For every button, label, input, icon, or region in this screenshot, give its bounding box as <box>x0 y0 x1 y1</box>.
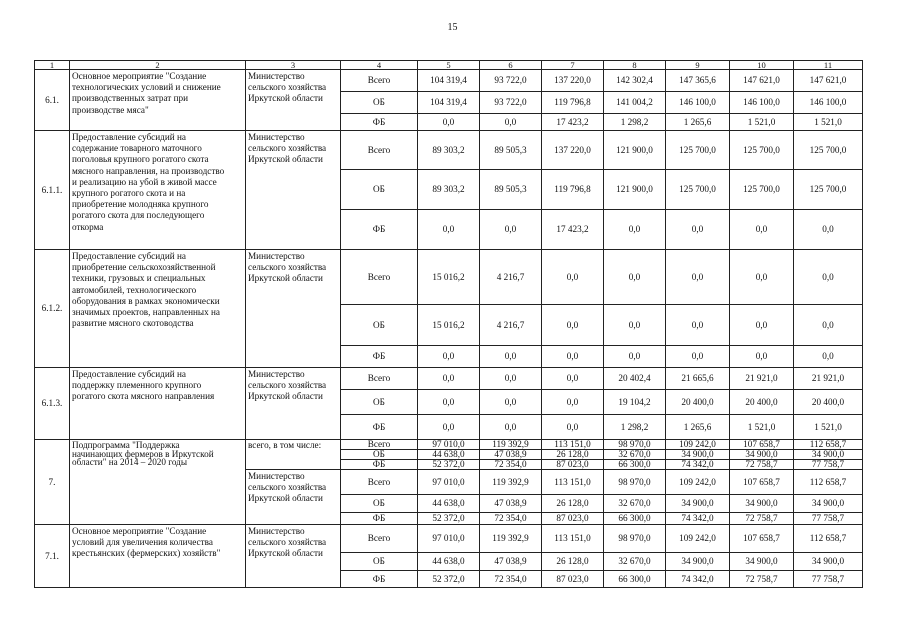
item-name-line: мясного направления, на производство <box>72 165 225 176</box>
amount-cell: 34 900,0 <box>666 450 730 460</box>
amount-cell: 97 010,0 <box>418 440 480 450</box>
amount-cell: 0,0 <box>794 305 863 346</box>
amount-cell: 19 104,2 <box>604 390 666 415</box>
amount-cell: 34 900,0 <box>730 553 794 571</box>
amount-cell: 34 900,0 <box>794 553 863 571</box>
funding-source: ФБ <box>341 210 418 250</box>
amount-cell: 0,0 <box>542 346 604 368</box>
amount-cell: 0,0 <box>480 346 542 368</box>
amount-cell: 93 722,0 <box>480 92 542 114</box>
amount-cell: 0,0 <box>794 250 863 305</box>
item-name-line: поголовья крупного рогатого скота <box>72 154 209 165</box>
amount-cell: 113 151,0 <box>542 440 604 450</box>
amount-cell: 47 038,9 <box>480 553 542 571</box>
item-name <box>70 368 246 440</box>
amount-cell: 74 342,0 <box>666 571 730 588</box>
funding-source: ОБ <box>341 553 418 571</box>
amount-cell: 125 700,0 <box>730 131 794 170</box>
item-name-line: приобретение сельскохозяйственной <box>72 262 216 273</box>
amount-cell: 0,0 <box>418 390 480 415</box>
column-number: 10 <box>730 61 794 70</box>
column-number: 7 <box>542 61 604 70</box>
amount-cell: 119 796,8 <box>542 170 604 210</box>
funding-source: ФБ <box>341 114 418 131</box>
amount-cell: 0,0 <box>542 415 604 440</box>
column-number-row <box>35 61 863 70</box>
amount-cell: 104 319,4 <box>418 92 480 114</box>
amount-cell: 21 665,6 <box>666 368 730 390</box>
amount-cell: 98 970,0 <box>604 525 666 553</box>
funding-source: Всего <box>341 440 418 450</box>
item-name-line: оборудования в рамках экономически <box>72 295 220 306</box>
amount-cell: 0,0 <box>418 210 480 250</box>
amount-cell: 89 505,3 <box>480 170 542 210</box>
item-name-line: области" на 2014 – 2020 годы <box>72 457 187 467</box>
amount-cell: 0,0 <box>542 250 604 305</box>
funding-source: Всего <box>341 70 418 92</box>
amount-cell: 0,0 <box>604 305 666 346</box>
amount-cell: 87 023,0 <box>542 460 604 470</box>
amount-cell: 0,0 <box>730 250 794 305</box>
amount-cell: 112 658,7 <box>794 470 863 495</box>
amount-cell: 1 521,0 <box>794 114 863 131</box>
funding-source: Всего <box>341 525 418 553</box>
item-name <box>70 250 246 368</box>
funding-source: ФБ <box>341 460 418 470</box>
amount-cell: 98 970,0 <box>604 470 666 495</box>
amount-cell: 0,0 <box>666 250 730 305</box>
item-name-line: Предоставление субсидий на <box>72 369 186 379</box>
item-name <box>70 525 246 588</box>
responsible-line: сельского хозяйства <box>248 537 327 548</box>
amount-cell: 0,0 <box>480 114 542 131</box>
amount-cell: 112 658,7 <box>794 525 863 553</box>
item-name-line: крупного рогатого скота и на <box>72 188 186 199</box>
amount-cell: 17 423,2 <box>542 114 604 131</box>
amount-cell: 107 658,7 <box>730 440 794 450</box>
amount-cell: 52 372,0 <box>418 571 480 588</box>
amount-cell: 119 796,8 <box>542 92 604 114</box>
item-name-line: Основное мероприятие "Создание <box>72 526 207 536</box>
item-code: 6.1.3. <box>35 368 70 440</box>
responsible-executor <box>246 368 341 440</box>
amount-cell: 1 521,0 <box>730 415 794 440</box>
amount-cell: 32 670,0 <box>604 450 666 460</box>
item-name-line: значимых проектов, направленных на <box>72 307 220 318</box>
funding-source: ОБ <box>341 390 418 415</box>
responsible-executor <box>246 470 341 525</box>
responsible-line: Министерство <box>248 471 305 481</box>
item-name-line: начинающих фермеров в Иркутской <box>72 448 214 459</box>
table-row <box>35 440 863 450</box>
amount-cell: 4 216,7 <box>480 305 542 346</box>
amount-cell: 89 303,2 <box>418 131 480 170</box>
amount-cell: 109 242,0 <box>666 470 730 495</box>
amount-cell: 47 038,9 <box>480 450 542 460</box>
amount-cell: 72 758,7 <box>730 513 794 525</box>
amount-cell: 34 900,0 <box>666 495 730 513</box>
amount-cell: 147 621,0 <box>730 70 794 92</box>
amount-cell: 125 700,0 <box>730 170 794 210</box>
amount-cell: 17 423,2 <box>542 210 604 250</box>
item-name-line: крестьянских (фермерских) хозяйств" <box>72 548 221 559</box>
item-code: 6.1. <box>35 70 70 131</box>
column-number: 11 <box>794 61 863 70</box>
amount-cell: 142 302,4 <box>604 70 666 92</box>
amount-cell: 66 300,0 <box>604 513 666 525</box>
item-code: 6.1.1. <box>35 131 70 250</box>
amount-cell: 125 700,0 <box>794 170 863 210</box>
amount-cell: 121 900,0 <box>604 131 666 170</box>
responsible-line: Иркутской области <box>248 493 323 504</box>
amount-cell: 147 621,0 <box>794 70 863 92</box>
amount-cell: 104 319,4 <box>418 70 480 92</box>
funding-source: ФБ <box>341 571 418 588</box>
table-row <box>35 131 863 170</box>
responsible-line: Министерство <box>248 71 305 81</box>
item-code: 7. <box>35 440 70 525</box>
amount-cell: 125 700,0 <box>666 131 730 170</box>
amount-cell: 119 392,9 <box>480 440 542 450</box>
responsible-line: сельского хозяйства <box>248 380 327 391</box>
amount-cell: 74 342,0 <box>666 513 730 525</box>
item-name <box>70 131 246 250</box>
amount-cell: 0,0 <box>730 305 794 346</box>
amount-cell: 34 900,0 <box>794 450 863 460</box>
amount-cell: 0,0 <box>480 368 542 390</box>
amount-cell: 26 128,0 <box>542 450 604 460</box>
funding-source: Всего <box>341 368 418 390</box>
responsible-line: Министерство <box>248 369 305 379</box>
item-name-line: откорма <box>72 221 104 232</box>
amount-cell: 87 023,0 <box>542 571 604 588</box>
item-name <box>70 70 246 131</box>
amount-cell: 72 354,0 <box>480 513 542 525</box>
item-name-line: условий для увеличения количества <box>72 537 213 548</box>
amount-cell: 0,0 <box>480 390 542 415</box>
amount-cell: 137 220,0 <box>542 131 604 170</box>
amount-cell: 119 392,9 <box>480 470 542 495</box>
item-name <box>70 440 246 525</box>
amount-cell: 0,0 <box>666 346 730 368</box>
amount-cell: 107 658,7 <box>730 525 794 553</box>
amount-cell: 77 758,7 <box>794 571 863 588</box>
amount-cell: 32 670,0 <box>604 495 666 513</box>
amount-cell: 26 128,0 <box>542 495 604 513</box>
amount-cell: 89 505,3 <box>480 131 542 170</box>
amount-cell: 44 638,0 <box>418 495 480 513</box>
responsible-line: Иркутской области <box>248 273 323 284</box>
item-name-line: рогатого скота для последующего <box>72 210 205 221</box>
amount-cell: 119 392,9 <box>480 525 542 553</box>
amount-cell: 72 354,0 <box>480 460 542 470</box>
amount-cell: 109 242,0 <box>666 440 730 450</box>
item-name-line: Предоставление субсидий на <box>72 251 186 261</box>
amount-cell: 0,0 <box>730 346 794 368</box>
funding-source: ОБ <box>341 495 418 513</box>
responsible-total: всего, в том числе: <box>246 440 341 470</box>
funding-source: Всего <box>341 131 418 170</box>
amount-cell: 34 900,0 <box>730 450 794 460</box>
item-name-line: приобретение молодняка крупного <box>72 199 209 210</box>
funding-source: Всего <box>341 250 418 305</box>
amount-cell: 72 354,0 <box>480 571 542 588</box>
item-name-line: Основное мероприятие "Создание <box>72 71 207 81</box>
responsible-line: сельского хозяйства <box>248 143 327 154</box>
item-code: 6.1.2. <box>35 250 70 368</box>
table-row <box>35 368 863 390</box>
amount-cell: 0,0 <box>542 305 604 346</box>
funding-source: ОБ <box>341 170 418 210</box>
amount-cell: 87 023,0 <box>542 513 604 525</box>
amount-cell: 0,0 <box>666 305 730 346</box>
amount-cell: 20 402,4 <box>604 368 666 390</box>
program-funding-table <box>34 60 863 588</box>
column-number: 3 <box>246 61 341 70</box>
responsible-line: Иркутской области <box>248 548 323 559</box>
amount-cell: 0,0 <box>418 415 480 440</box>
amount-cell: 66 300,0 <box>604 460 666 470</box>
amount-cell: 0,0 <box>418 368 480 390</box>
amount-cell: 44 638,0 <box>418 450 480 460</box>
column-number: 9 <box>666 61 730 70</box>
funding-source: ФБ <box>341 346 418 368</box>
amount-cell: 47 038,9 <box>480 495 542 513</box>
amount-cell: 34 900,0 <box>666 553 730 571</box>
amount-cell: 26 128,0 <box>542 553 604 571</box>
amount-cell: 21 921,0 <box>730 368 794 390</box>
amount-cell: 146 100,0 <box>730 92 794 114</box>
amount-cell: 1 298,2 <box>604 114 666 131</box>
item-name-line: рогатого скота мясного направления <box>72 391 215 402</box>
column-number: 6 <box>480 61 542 70</box>
amount-cell: 20 400,0 <box>730 390 794 415</box>
funding-source: Всего <box>341 470 418 495</box>
amount-cell: 0,0 <box>730 210 794 250</box>
amount-cell: 0,0 <box>480 415 542 440</box>
responsible-line: Министерство <box>248 132 305 142</box>
amount-cell: 52 372,0 <box>418 513 480 525</box>
table-row <box>35 525 863 553</box>
responsible-line: сельского хозяйства <box>248 262 327 273</box>
amount-cell: 97 010,0 <box>418 525 480 553</box>
funding-source: ОБ <box>341 305 418 346</box>
column-number: 1 <box>35 61 70 70</box>
table-row <box>35 70 863 92</box>
amount-cell: 52 372,0 <box>418 460 480 470</box>
amount-cell: 0,0 <box>604 346 666 368</box>
amount-cell: 20 400,0 <box>666 390 730 415</box>
amount-cell: 112 658,7 <box>794 440 863 450</box>
table-row <box>35 250 863 305</box>
responsible-line: Иркутской области <box>248 154 323 165</box>
item-name-line: Предоставление субсидий на <box>72 132 186 142</box>
amount-cell: 125 700,0 <box>666 170 730 210</box>
amount-cell: 93 722,0 <box>480 70 542 92</box>
responsible-line: Иркутской области <box>248 391 323 402</box>
responsible-executor <box>246 70 341 131</box>
amount-cell: 44 638,0 <box>418 553 480 571</box>
amount-cell: 0,0 <box>542 368 604 390</box>
item-name-line: производстве мяса" <box>72 104 149 115</box>
amount-cell: 113 151,0 <box>542 525 604 553</box>
amount-cell: 72 758,7 <box>730 460 794 470</box>
amount-cell: 121 900,0 <box>604 170 666 210</box>
amount-cell: 141 004,2 <box>604 92 666 114</box>
amount-cell: 89 303,2 <box>418 170 480 210</box>
item-name-line: содержание товарного маточного <box>72 143 202 154</box>
column-number: 8 <box>604 61 666 70</box>
funding-source: ФБ <box>341 415 418 440</box>
amount-cell: 1 298,2 <box>604 415 666 440</box>
amount-cell: 0,0 <box>794 346 863 368</box>
responsible-line: Министерство <box>248 526 305 536</box>
funding-source: ОБ <box>341 450 418 460</box>
amount-cell: 137 220,0 <box>542 70 604 92</box>
amount-cell: 15 016,2 <box>418 250 480 305</box>
column-number: 4 <box>341 61 418 70</box>
amount-cell: 0,0 <box>418 346 480 368</box>
column-number: 2 <box>70 61 246 70</box>
amount-cell: 0,0 <box>604 210 666 250</box>
amount-cell: 34 900,0 <box>730 495 794 513</box>
item-name-line: и реализацию на убой в живой массе <box>72 176 217 187</box>
amount-cell: 125 700,0 <box>794 131 863 170</box>
item-code: 7.1. <box>35 525 70 588</box>
item-name-line: развитие мясного скотоводства <box>72 318 194 329</box>
responsible-line: Министерство <box>248 251 305 261</box>
amount-cell: 66 300,0 <box>604 571 666 588</box>
amount-cell: 1 521,0 <box>794 415 863 440</box>
item-name-line: Подпрограмма "Поддержка <box>72 440 180 450</box>
amount-cell: 4 216,7 <box>480 250 542 305</box>
amount-cell: 146 100,0 <box>794 92 863 114</box>
amount-cell: 97 010,0 <box>418 470 480 495</box>
column-number: 5 <box>418 61 480 70</box>
amount-cell: 146 100,0 <box>666 92 730 114</box>
amount-cell: 74 342,0 <box>666 460 730 470</box>
amount-cell: 21 921,0 <box>794 368 863 390</box>
amount-cell: 77 758,7 <box>794 513 863 525</box>
amount-cell: 72 758,7 <box>730 571 794 588</box>
amount-cell: 77 758,7 <box>794 460 863 470</box>
amount-cell: 32 670,0 <box>604 553 666 571</box>
amount-cell: 107 658,7 <box>730 470 794 495</box>
item-name-line: поддержку племенного крупного <box>72 380 202 391</box>
item-name-line: производственных затрат при <box>72 93 189 104</box>
responsible-line: сельского хозяйства <box>248 482 327 493</box>
funding-source: ФБ <box>341 513 418 525</box>
amount-cell: 20 400,0 <box>794 390 863 415</box>
responsible-executor <box>246 525 341 588</box>
amount-cell: 0,0 <box>480 210 542 250</box>
responsible-executor <box>246 250 341 368</box>
amount-cell: 98 970,0 <box>604 440 666 450</box>
amount-cell: 1 521,0 <box>730 114 794 131</box>
amount-cell: 0,0 <box>794 210 863 250</box>
amount-cell: 0,0 <box>418 114 480 131</box>
amount-cell: 109 242,0 <box>666 525 730 553</box>
amount-cell: 147 365,6 <box>666 70 730 92</box>
funding-source: ОБ <box>341 92 418 114</box>
responsible-executor <box>246 131 341 250</box>
amount-cell: 1 265,6 <box>666 415 730 440</box>
page-number: 15 <box>447 22 458 33</box>
amount-cell: 34 900,0 <box>794 495 863 513</box>
responsible-line: Иркутской области <box>248 93 323 104</box>
amount-cell: 113 151,0 <box>542 470 604 495</box>
item-name-line: техники, грузовых и специальных <box>72 273 206 284</box>
amount-cell: 0,0 <box>604 250 666 305</box>
item-name-line: технологических условий и снижение <box>72 82 221 93</box>
amount-cell: 0,0 <box>542 390 604 415</box>
amount-cell: 0,0 <box>666 210 730 250</box>
amount-cell: 1 265,6 <box>666 114 730 131</box>
responsible-line: сельского хозяйства <box>248 82 327 93</box>
item-name-line: автомобилей, технологического <box>72 284 197 295</box>
amount-cell: 15 016,2 <box>418 305 480 346</box>
